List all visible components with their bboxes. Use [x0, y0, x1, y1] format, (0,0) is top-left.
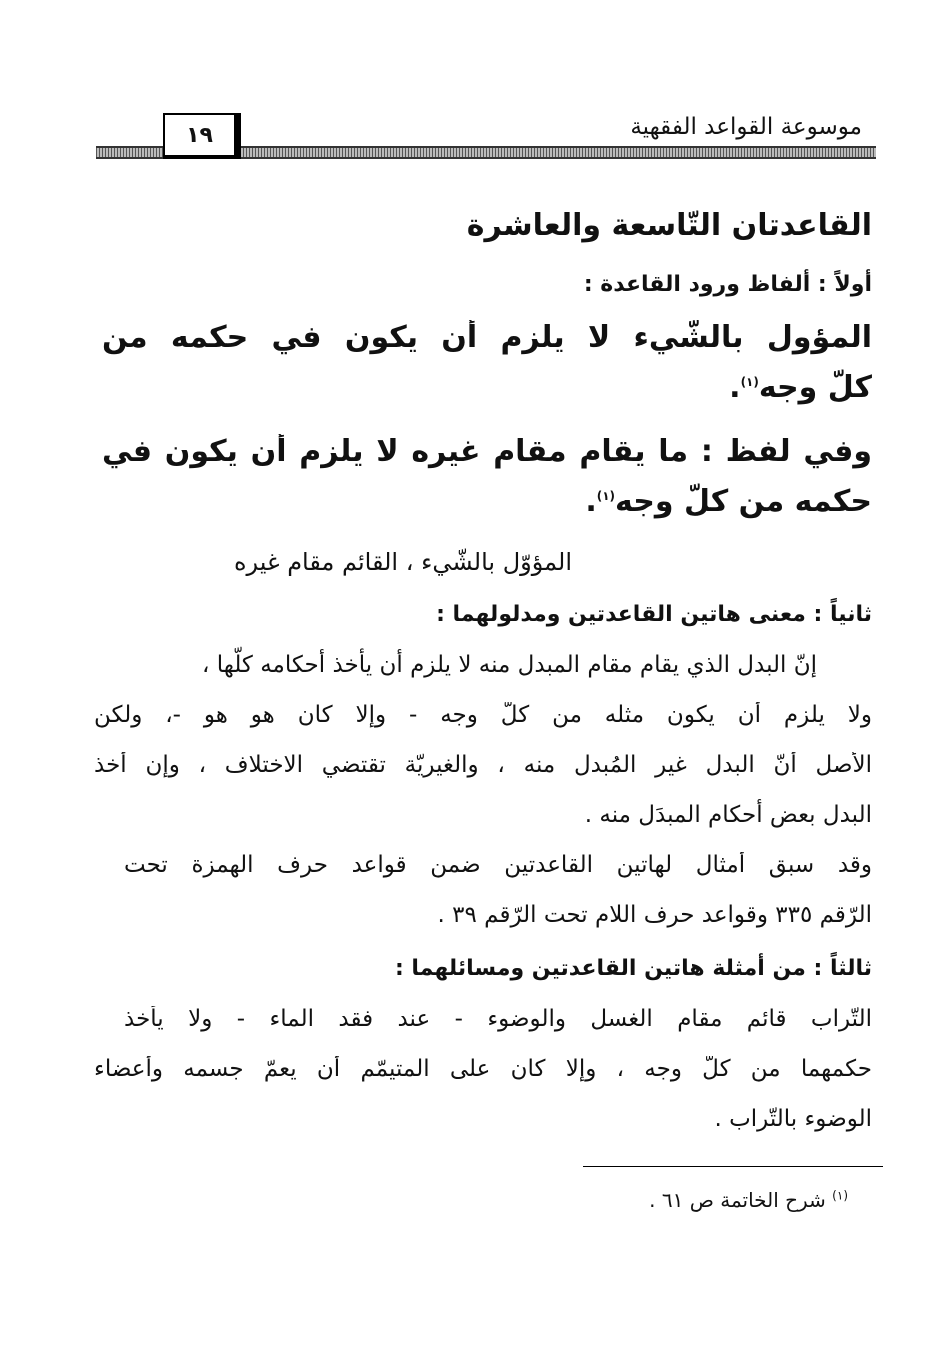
paragraph-2-line-1: وقد سبق أمثال لهاتين القاعدتين ضمن قواعد حرف الهمزة تحت — [124, 852, 872, 878]
paragraph-3-line-3: الوضوء بالتّراب . — [714, 1106, 872, 1132]
section-title-1: أولاً : ألفاظ ورود القاعدة : — [583, 272, 872, 297]
paragraph-2-line-2: الرّقم ٣٣٥ وقواعد حرف اللام تحت الرّقم ٣٩ . — [437, 902, 872, 928]
paragraph-1-line-4: البدل بعض أحكام المبدَل منه . — [584, 802, 872, 828]
paragraph-1-line-1: إنّ البدل الذي يقام مقام المبدل منه لا يلزم أن يأخذ أحكامه كلّها ، — [201, 652, 817, 678]
section-title-3: ثالثاً : من أمثلة هاتين القاعدتين ومسائلهما : — [394, 956, 872, 981]
terms-line: المؤوّل بالشّيء ، القائم مقام غيره — [233, 548, 572, 576]
paragraph-3-line-2: حكمهما من كلّ وجه ، وإلا كان على المتيمّم أن يعمّ جسمه وأعضاء — [94, 1056, 872, 1082]
paragraph-1-line-2: ولا يلزم أن يكون مثله من كلّ وجه - وإلا كان هو هو -، ولكن — [94, 702, 872, 728]
rule-1-line-2: كلّ وجه$^{(١)}$. — [729, 370, 872, 405]
page-number: ١٩ — [163, 113, 241, 159]
section-title-2: ثانياً : معنى هاتين القاعدتين ومدلولهما : — [436, 602, 872, 627]
running-header-title: موسوعة القواعد الفقهية — [630, 114, 862, 140]
footnote-text: شرح الخاتمة ص ٦١ . — [649, 1188, 826, 1212]
rule-1-line-1: المؤول بالشّيء لا يلزم أن يكون في حكمه من — [102, 320, 872, 355]
footnote-ref: (١) — [740, 375, 759, 389]
section-heading: القاعدتان التّاسعة والعاشرة — [466, 208, 872, 243]
paragraph-3-line-1: التّراب قائم مقام الغسل والوضوء - عند فقد الماء - ولا يأخذ — [124, 1006, 872, 1032]
footnote-rule — [583, 1166, 883, 1167]
footnote-ref: (١) — [596, 489, 616, 503]
footnote — [649, 1188, 848, 1212]
footnote-marker: (١) — [832, 1188, 848, 1203]
rule-2-line-2: حكمه من كلّ وجه$^{(١)}$. — [585, 484, 872, 519]
paragraph-1-line-3: الأصل أنّ البدل غير المُبدل منه ، والغيريّة تقتضي الاختلاف ، وإن أخذ — [94, 752, 872, 778]
rule-2-line-1: وفي لفظ : ما يقام مقام غيره لا يلزم أن يكون في — [102, 434, 872, 469]
